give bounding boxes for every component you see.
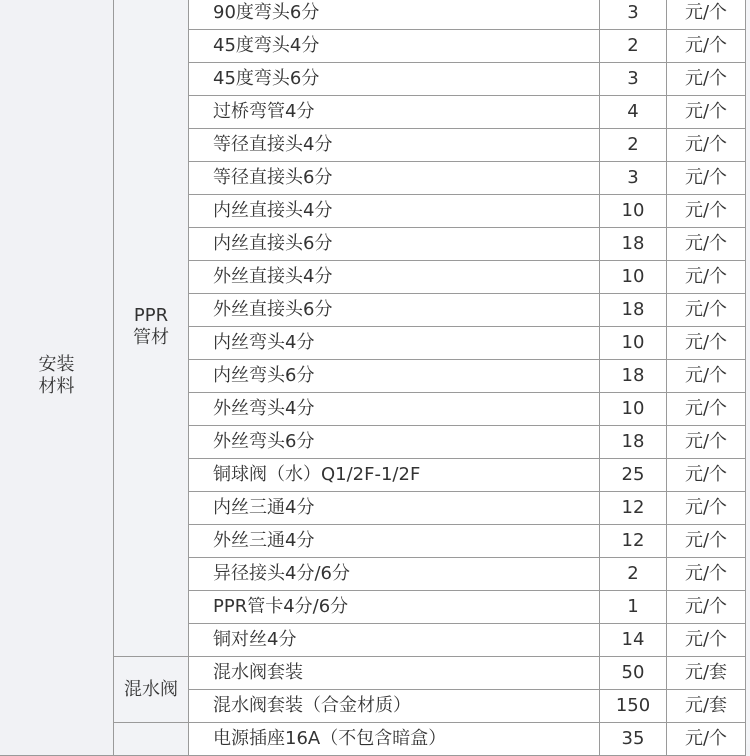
- item-name: 内丝直接头4分: [189, 195, 600, 228]
- item-unit: 元/个: [667, 327, 746, 360]
- item-name: 内丝三通4分: [189, 492, 600, 525]
- item-name: 内丝直接头6分: [189, 228, 600, 261]
- item-name: 45度弯头6分: [189, 63, 600, 96]
- item-unit: 元/个: [667, 426, 746, 459]
- label-line-1: 安装: [38, 354, 75, 375]
- table-row: [0, 0, 746, 30]
- item-unit: 元/个: [667, 360, 746, 393]
- item-name: 混水阀套装: [189, 657, 600, 690]
- item-unit: 元/套: [667, 657, 746, 690]
- item-name: 铜对丝4分: [189, 624, 600, 657]
- item-price: 12: [600, 492, 667, 525]
- item-price: 3: [600, 63, 667, 96]
- item-name: 内丝弯头4分: [189, 327, 600, 360]
- item-name: 45度弯头4分: [189, 30, 600, 63]
- item-unit: 元/个: [667, 492, 746, 525]
- item-unit: 元/个: [667, 294, 746, 327]
- item-unit: 元/个: [667, 525, 746, 558]
- item-name: 混水阀套装（合金材质）: [189, 690, 600, 723]
- item-name: 异径接头4分/6分: [189, 558, 600, 591]
- label-line-2: 管材: [133, 326, 169, 348]
- item-price: 18: [600, 228, 667, 261]
- item-name: 铜球阀（水）Q1/2F-1/2F: [189, 459, 600, 492]
- item-unit: 元/个: [667, 459, 746, 492]
- item-unit: 元/个: [667, 624, 746, 657]
- item-price: 1: [600, 591, 667, 624]
- item-price: 25: [600, 459, 667, 492]
- label-line-2: 材料: [38, 376, 75, 397]
- item-price: 50: [600, 657, 667, 690]
- item-unit: 元/个: [667, 195, 746, 228]
- group-label-cell: [114, 723, 189, 756]
- item-price: 18: [600, 426, 667, 459]
- item-unit: 元/个: [667, 591, 746, 624]
- item-name: 外丝弯头4分: [189, 393, 600, 426]
- item-unit: 元/个: [667, 30, 746, 63]
- item-name: 电源插座16A（不包含暗盒）: [189, 723, 600, 756]
- item-price: 3: [600, 0, 667, 30]
- item-name: 等径直接头6分: [189, 162, 600, 195]
- item-name: 内丝弯头6分: [189, 360, 600, 393]
- section-label-cell-text: [39, 354, 75, 398]
- item-price: 2: [600, 558, 667, 591]
- item-price: 10: [600, 327, 667, 360]
- label-line-1: PPR: [133, 304, 169, 326]
- item-name: 外丝直接头6分: [189, 294, 600, 327]
- item-unit: 元/个: [667, 63, 746, 96]
- item-name: 外丝弯头6分: [189, 426, 600, 459]
- item-name: 过桥弯管4分: [189, 96, 600, 129]
- item-price: 3: [600, 162, 667, 195]
- item-price: 35: [600, 723, 667, 756]
- item-price: 2: [600, 30, 667, 63]
- item-price: 150: [600, 690, 667, 723]
- item-unit: 元/个: [667, 393, 746, 426]
- group-label-cell: [114, 657, 189, 723]
- item-price: 4: [600, 96, 667, 129]
- item-unit: 元/个: [667, 228, 746, 261]
- group-label-cell: [114, 0, 189, 657]
- item-unit: 元/个: [667, 162, 746, 195]
- group-label-cell-text: [133, 305, 169, 349]
- section-label-cell: [0, 0, 114, 756]
- item-price: 14: [600, 624, 667, 657]
- item-unit: 元/个: [667, 96, 746, 129]
- group-label-cell-text: [124, 679, 178, 701]
- item-price: 2: [600, 129, 667, 162]
- item-price: 10: [600, 195, 667, 228]
- label-line-1: 混水阀: [124, 678, 178, 700]
- item-name: 等径直接头4分: [189, 129, 600, 162]
- item-price: 12: [600, 525, 667, 558]
- item-unit: 元/套: [667, 690, 746, 723]
- item-name: 外丝三通4分: [189, 525, 600, 558]
- item-price: 18: [600, 294, 667, 327]
- item-name: 外丝直接头4分: [189, 261, 600, 294]
- item-price: 10: [600, 393, 667, 426]
- item-unit: 元/个: [667, 0, 746, 30]
- item-unit: 元/个: [667, 129, 746, 162]
- item-unit: 元/个: [667, 261, 746, 294]
- item-unit: 元/个: [667, 558, 746, 591]
- item-price: 18: [600, 360, 667, 393]
- item-unit: 元/个: [667, 723, 746, 756]
- item-name: PPR管卡4分/6分: [189, 591, 600, 624]
- item-price: 10: [600, 261, 667, 294]
- item-name: 90度弯头6分: [189, 0, 600, 30]
